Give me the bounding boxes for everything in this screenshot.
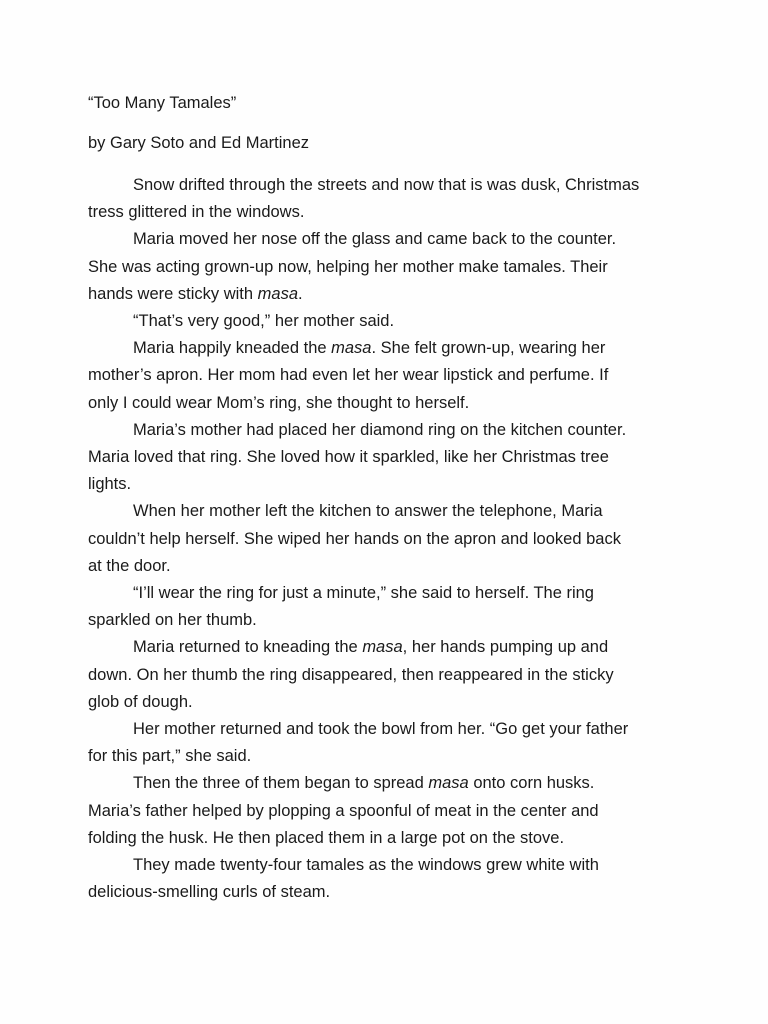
italic-word: masa — [362, 638, 403, 657]
text-line: Snow drifted through the streets and now that is was dusk, Christmas — [133, 176, 640, 194]
paragraph-4 — [88, 335, 688, 417]
text-line: tress glittered in the windows. — [88, 203, 305, 222]
text-segment: . She felt grown-up, wearing her — [371, 339, 606, 358]
text-segment: Maria happily kneaded the — [133, 339, 332, 358]
paragraph-11 — [88, 852, 688, 906]
text-line: Maria’s father helped by plopping a spoonful of meat in the center and — [88, 801, 599, 820]
text-line: mother’s apron. Her mom had even let her wear lipstick and perfume. If — [88, 366, 609, 385]
text-line: “I’ll wear the ring for just a minute,” she said to herself. The ring — [133, 584, 594, 603]
paragraph-2 — [88, 226, 688, 308]
italic-word: masa — [257, 284, 299, 303]
italic-word: masa — [428, 774, 469, 793]
text-line: She was acting grown-up now, helping her mother make tamales. Their — [88, 257, 608, 276]
italic-word: masa — [331, 339, 372, 358]
text-line: sparkled on her thumb. — [88, 611, 257, 630]
text-line: folding the husk. He then placed them in a large pot on the stove. — [88, 828, 565, 847]
text-line: down. On her thumb the ring disappeared, then reappeared in the sticky — [88, 665, 614, 684]
text-segment: Maria returned to kneading the — [133, 638, 363, 657]
text-line: at the door. — [88, 556, 171, 575]
text-line: “That’s very good,” her mother said. — [133, 312, 395, 331]
text-line: only I could wear Mom’s ring, she thought to herself. — [88, 393, 470, 412]
text-line — [88, 634, 688, 661]
text-line — [88, 770, 688, 797]
paragraph-8 — [88, 634, 688, 716]
paragraph-3 — [88, 308, 688, 335]
text-line: When her mother left the kitchen to answer the telephone, Maria — [133, 502, 603, 521]
text-line — [88, 335, 688, 362]
text-line: Maria’s mother had placed her diamond ring on the kitchen counter. — [133, 420, 627, 439]
text-line: Maria loved that ring. She loved how it sparkled, like her Christmas tree — [88, 448, 609, 467]
paragraph-9 — [88, 716, 688, 770]
text-segment: , her hands pumping up and — [402, 638, 609, 657]
story-body — [88, 172, 688, 906]
text-line — [88, 281, 688, 308]
paragraph-5 — [88, 417, 688, 499]
text-line: They made twenty-four tamales as the windows grew white with — [133, 856, 599, 875]
story-byline: by Gary Soto and Ed Martinez — [88, 134, 310, 152]
paragraph-6 — [88, 498, 688, 580]
text-line: lights. — [88, 475, 132, 494]
text-segment: . — [298, 284, 303, 303]
text-line: for this part,” she said. — [88, 747, 252, 766]
text-line: delicious-smelling curls of steam. — [88, 883, 331, 902]
text-line: Maria moved her nose off the glass and came back to the counter. — [133, 230, 617, 249]
paragraph-10 — [88, 770, 688, 852]
text-line: glob of dough. — [88, 692, 193, 711]
story-title: “Too Many Tamales” — [88, 94, 237, 112]
text-line: couldn’t help herself. She wiped her hands on the apron and looked back — [88, 529, 621, 548]
paragraph-1 — [88, 172, 688, 226]
paragraph-7 — [88, 580, 688, 634]
text-segment: Then the three of them began to spread — [133, 774, 429, 793]
text-line: Her mother returned and took the bowl from her. “Go get your father — [133, 720, 629, 739]
text-segment: hands were sticky with — [88, 284, 258, 303]
text-segment: onto corn husks. — [468, 774, 595, 793]
